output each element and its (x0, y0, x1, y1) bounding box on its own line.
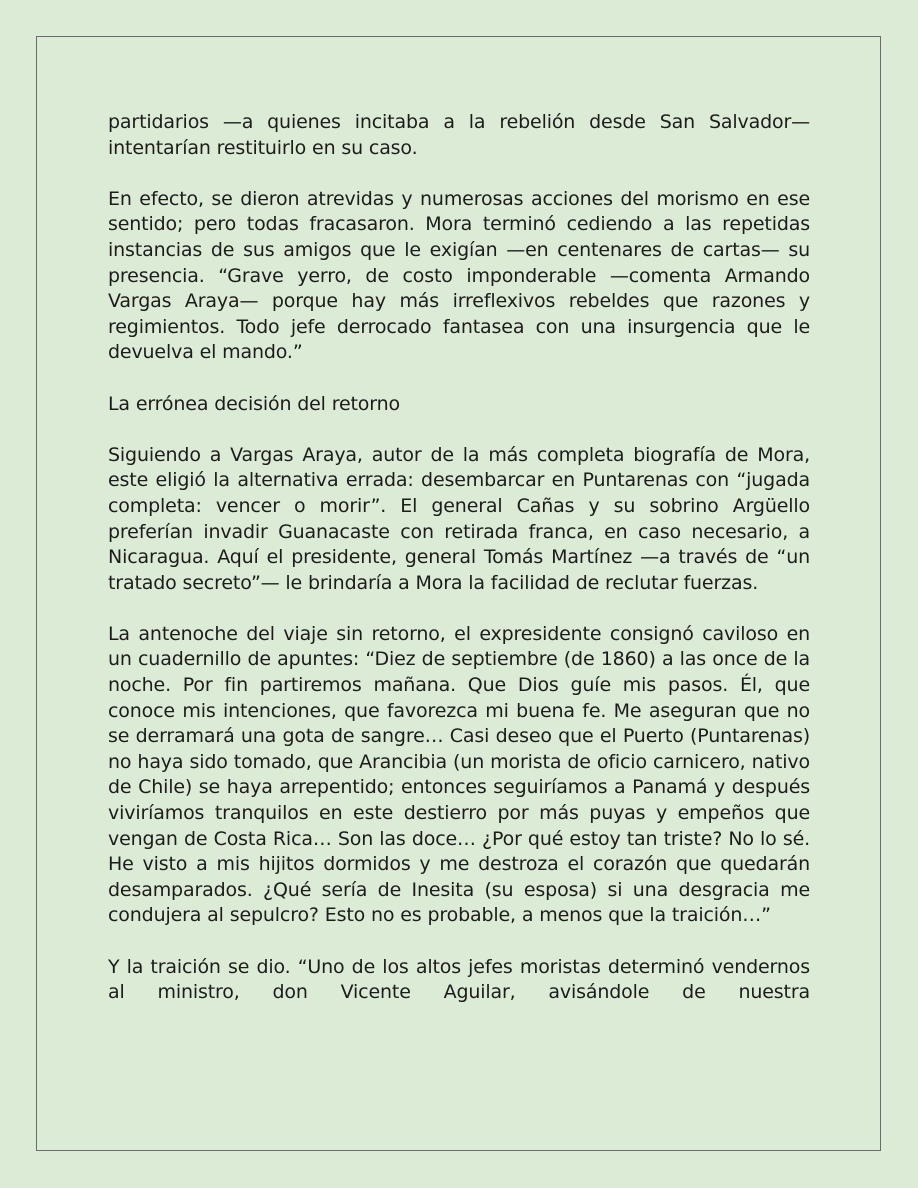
paragraph-antenoche: La antenoche del viaje sin retorno, el expresidente consignó caviloso en un cuadernillo de apuntes: “Diez de septiembre (de 1860) a las once de la noche. Por fin partiremos mañana. Que Dios guíe mis pasos. Él, que conoce mis intenciones, que favorezca mi buena fe. Me aseguran que no se derramará una gota de sangre… Casi deseo que el Puerto (Puntarenas) no haya sido tomado, que Arancibia (un morista de oficio carnicero, nativo de Chile) se haya arrepentido; entonces seguiríamos a Panamá y después viviríamos tranquilos en este destierro por más puyas y empeños que vengan de Costa Rica… Son las doce… ¿Por qué estoy tan triste? No lo sé. He visto a mis hijitos dormidos y me destroza el corazón que quedarán desamparados. ¿Qué sería de Inesita (su esposa) si una desgracia me condujera al sepulcro? Esto no es probable, a menos que la traición…” (108, 622, 810, 927)
paragraph-traicion: Y la traición se dio. “Uno de los altos jefes moristas determinó vendernos al ministro, don Vicente Aguilar, avisándole de nuestra (108, 955, 810, 1004)
paragraph-vargas-araya: Siguiendo a Vargas Araya, autor de la más completa biografía de Mora, este eligió la alternativa errada: desembarcar en Puntarenas con “jugada completa: vencer o morir”. El general Cañas y su sobrino Argüello preferían invadir Guanacaste con retirada franca, en caso necesario, a Nicaragua. Aquí el presidente, general Tomás Martínez —a través de “un tratado secreto”— le brindaría a Mora la facilidad de reclutar fuerzas. (108, 443, 810, 594)
document-body (108, 110, 810, 1031)
paragraph-retorno-acciones: En efecto, se dieron atrevidas y numerosas acciones del morismo en ese sentido; pero todas fracasaron. Mora terminó cediendo a las repetidas instancias de sus amigos que le exigían —en centenares de cartas— su presencia. “Grave yerro, de costo imponderable —comenta Armando Vargas Araya— porque hay más irreflexivos rebeldes que razones y regimientos. Todo jefe derrocado fantasea con una insurgencia que le devuelva el mando.” (108, 187, 810, 364)
paragraph-continuation: partidarios —a quienes incitaba a la rebelión desde San Salvador— intentarían restituirlo en su caso. (108, 111, 810, 159)
section-heading: La errónea decisión del retorno (108, 392, 400, 415)
